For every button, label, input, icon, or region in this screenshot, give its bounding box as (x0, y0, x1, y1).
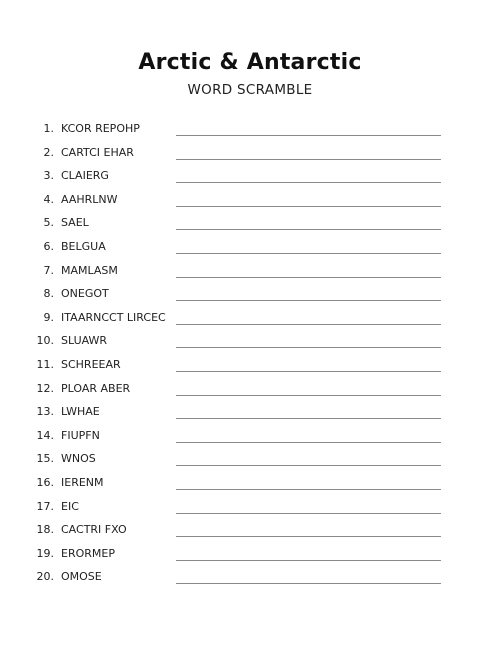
item-number: 6. (43, 239, 54, 253)
answer-line (176, 206, 441, 207)
scramble-list (0, 118, 500, 590)
scramble-item-20 (0, 566, 500, 590)
item-number: 8. (43, 287, 54, 301)
scrambled-word: CLAIERG (61, 169, 109, 183)
answer-line (176, 253, 441, 254)
scrambled-word: OMOSE (61, 570, 102, 584)
item-number: 4. (43, 192, 54, 206)
answer-line (176, 371, 441, 372)
answer-line (176, 489, 441, 490)
scrambled-word: KCOR REPOHP (61, 122, 140, 135)
scramble-item-7 (0, 260, 500, 284)
scrambled-word: ITAARNCCT LIRCEC (61, 310, 166, 324)
scrambled-word: CARTCI EHAR (61, 145, 134, 159)
item-number: 5. (43, 216, 54, 230)
scramble-item-9 (0, 307, 500, 331)
answer-line (176, 442, 441, 443)
item-number: 3. (43, 169, 54, 183)
answer-line (176, 465, 441, 466)
answer-line (176, 536, 441, 537)
scramble-item-4 (0, 189, 500, 213)
item-number: 11. (36, 357, 54, 371)
scramble-item-1 (0, 118, 500, 142)
item-number: 7. (43, 263, 54, 277)
answer-line (176, 560, 441, 561)
page-subtitle: WORD SCRAMBLE (187, 82, 313, 98)
item-number: 10. (36, 334, 54, 348)
scramble-item-3 (0, 165, 500, 189)
scramble-item-8 (0, 283, 500, 307)
answer-line (176, 159, 441, 160)
scrambled-word: CACTRI FXO (61, 523, 127, 537)
item-number: 2. (43, 145, 54, 159)
scramble-item-11 (0, 354, 500, 378)
answer-line (176, 229, 441, 230)
answer-line (176, 418, 441, 419)
scrambled-word: MAMLASM (61, 263, 118, 277)
scramble-item-14 (0, 425, 500, 449)
answer-line (176, 182, 441, 183)
scramble-item-10 (0, 330, 500, 354)
item-number: 18. (36, 523, 54, 537)
scrambled-word: EIC (61, 499, 79, 513)
scramble-item-5 (0, 212, 500, 236)
item-number: 13. (36, 405, 54, 419)
scramble-item-16 (0, 472, 500, 496)
scramble-item-12 (0, 378, 500, 402)
answer-line (176, 347, 441, 348)
scramble-item-18 (0, 519, 500, 543)
answer-line (176, 300, 441, 301)
scrambled-word: PLOAR ABER (61, 381, 131, 395)
scrambled-word: SAEL (61, 216, 89, 230)
scrambled-word: IERENM (61, 475, 104, 489)
scrambled-word: BELGUA (61, 239, 106, 253)
scrambled-word: FIUPFN (61, 428, 100, 442)
scrambled-word: WNOS (61, 452, 96, 466)
scramble-item-6 (0, 236, 500, 260)
item-number: 12. (36, 381, 54, 395)
item-number: 16. (36, 475, 54, 489)
page-title: Arctic & Antarctic (138, 50, 362, 75)
item-number: 19. (36, 546, 54, 560)
answer-line (176, 513, 441, 514)
scramble-item-13 (0, 401, 500, 425)
item-number: 20. (36, 570, 54, 584)
answer-line (176, 135, 441, 136)
scrambled-word: SCHREEAR (61, 357, 121, 371)
item-number: 17. (36, 499, 54, 513)
answer-line (176, 277, 441, 278)
item-number: 14. (36, 428, 54, 442)
scramble-item-19 (0, 543, 500, 567)
item-number: 15. (36, 452, 54, 466)
scrambled-word: ONEGOT (61, 287, 109, 301)
scrambled-word: LWHAE (61, 405, 100, 419)
scramble-item-15 (0, 448, 500, 472)
answer-line (176, 583, 441, 584)
scrambled-word: SLUAWR (61, 334, 108, 348)
scramble-item-2 (0, 142, 500, 166)
item-number: 9. (43, 310, 54, 324)
item-number: 1. (43, 122, 54, 135)
scramble-item-17 (0, 496, 500, 520)
scrambled-word: ERORMEP (61, 546, 115, 560)
scrambled-word: AAHRLNW (61, 192, 118, 206)
answer-line (176, 324, 441, 325)
answer-line (176, 395, 441, 396)
